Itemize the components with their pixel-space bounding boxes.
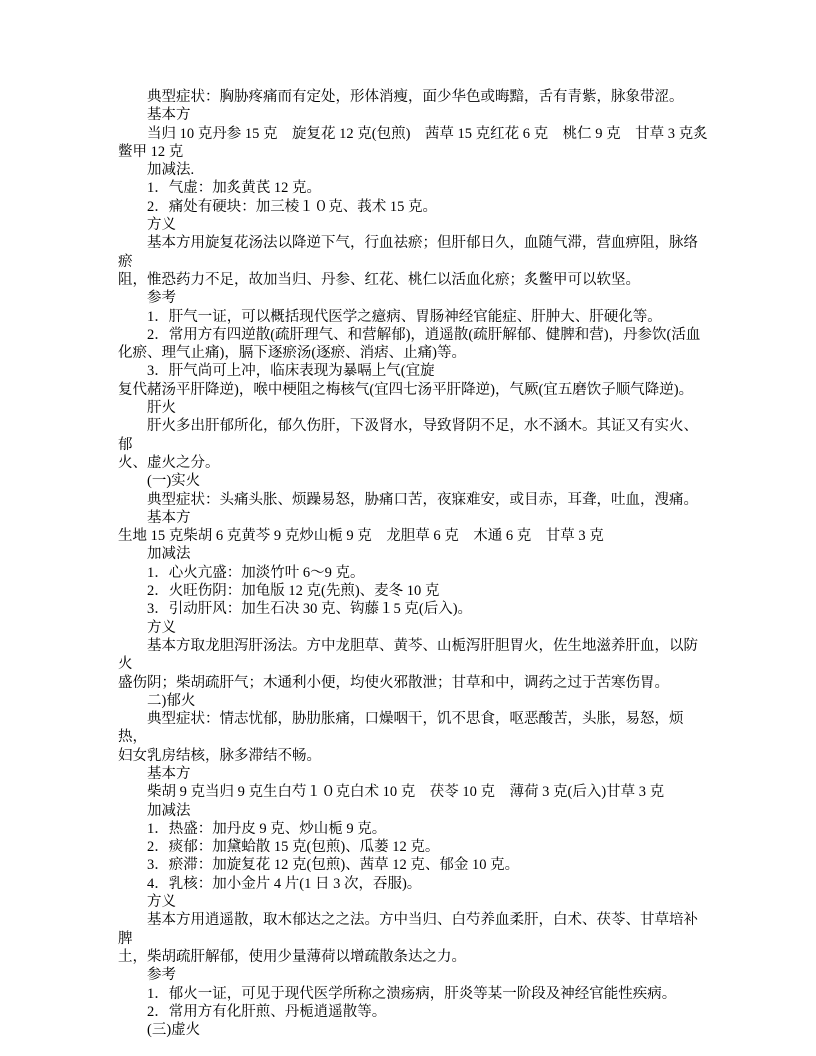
text-line: 妇女乳房结核，脉多滞结不畅。 (118, 747, 321, 764)
text-line: 复代赭汤平肝降逆)，喉中梗阻之梅核气(宜四七汤平肝降逆)，气厥(宜五磨饮子顺气降逆)。 (118, 381, 694, 398)
text-line: 参考 (147, 290, 176, 307)
text-line: 基本方 (147, 765, 191, 782)
text-line: 基本方用旋复花汤法以降逆下气，行血祛瘀；但肝郁日久，血随气滞，营血痹阻，脉络瘀 (118, 235, 698, 270)
text-line: 加减法 (147, 546, 191, 563)
text-line: 3．肝气尚可上冲，临床表现为暴嗝上气(宜旋 (147, 363, 435, 380)
text-line: 方义 (147, 619, 176, 636)
document-body (118, 88, 710, 1039)
text-line: 肝火多出肝郁所化，郁久伤肝，下汲肾水，导致肾阴不足，水不涵木。其证又有实火、郁 (118, 418, 698, 453)
text-line: 土，柴胡疏肝解郁，使用少量薄荷以增疏散条达之力。 (118, 948, 466, 965)
text-line: 2．火旺伤阴：加龟版 12 克(先煎)、麦冬 10 克 (147, 583, 440, 600)
text-line: 2．痛处有硬块：加三棱１０克、莪术 15 克。 (147, 198, 437, 215)
text-line: (三)虚火 (147, 1022, 201, 1039)
text-line: 盛伤阴；柴胡疏肝气；木通利小便，均使火邪散泄；甘草和中，调药之过于苦寒伤胃。 (118, 674, 669, 691)
text-line: 3．引动肝风：加生石决 30 克、钩藤１5 克(后入)。 (147, 601, 473, 618)
text-line: 加减法. (147, 162, 195, 179)
text-line: 典型症状：情志忧郁，胁肋胀痛，口燥咽干，饥不思食，呕恶酸苦，头胀，易怒，烦热， (118, 711, 684, 746)
text-line: 肝火 (147, 400, 176, 417)
text-line: 参考 (147, 967, 176, 984)
text-line: 生地 15 克柴胡 6 克黄芩 9 克炒山栀 9 克 龙胆草 6 克 木通 6 克 甘草 3 克 (118, 528, 604, 545)
text-line: 基本方 (147, 509, 191, 526)
text-line: 方义 (147, 894, 176, 911)
text-line: 鳖甲 12 克 (118, 143, 184, 160)
text-line: 基本方用逍遥散，取木郁达之之法。方中当归、白芍养血柔肝，白术、茯苓、甘草培补脾 (118, 912, 698, 947)
text-line: 基本方 (147, 107, 191, 124)
text-line: 基本方取龙胆泻肝汤法。方中龙胆草、黄芩、山栀泻肝胆胃火，佐生地滋养肝血，以防火 (118, 637, 698, 673)
text-line: 柴胡 9 克当归 9 克生白芍１０克白术 10 克 茯苓 10 克 薄荷 3 克(后入)甘草 3 克 (147, 784, 665, 801)
text-line: 1．郁火一证，可见于现代医学所称之溃疡病，肝炎等某一阶段及神经官能性疾病。 (147, 985, 677, 1002)
text-line: 化瘀、理气止痛)，膈下逐瘀汤(逐瘀、消痞、止痛)等。 (118, 345, 466, 362)
text-line: 1．热盛：加丹皮 9 克、炒山栀 9 克。 (147, 820, 387, 837)
text-line: 当归 10 克丹参 15 克 旋复花 12 克(包煎) 茜草 15 克红花 6 克 桃仁 9 克 甘草 3 克炙 (147, 125, 708, 142)
text-line: 2．常用方有四逆散(疏肝理气、和营解郁)，逍遥散(疏肝解郁、健脾和营)，丹参饮(活血 (147, 326, 701, 343)
text-line: 阻，惟恐药力不足，故加当归、丹参、红花、桃仁以活血化瘀；炙鳖甲可以软坚。 (118, 271, 640, 288)
text-line: 1．肝气一证，可以概括现代医学之癔病、胃肠神经官能症、肝肿大、肝硬化等。 (147, 308, 662, 325)
text-line: 3．瘀滞：加旋复花 12 克(包煎)、茜草 12 克、郁金 10 克。 (147, 857, 520, 874)
text-line: 2．痰郁：加黛蛤散 15 克(包煎)、瓜蒌 12 克。 (147, 839, 440, 856)
text-line: 典型症状：胸胁疼痛而有定处，形体消瘦，面少华色或晦黯，舌有青紫，脉象带涩。 (147, 89, 684, 105)
text-line: (一)实火 (147, 473, 201, 490)
text-line: 方义 (147, 217, 176, 234)
text-line: 2．常用方有化肝煎、丹栀逍遥散等。 (147, 1003, 387, 1020)
text-line: 加减法 (147, 802, 191, 819)
text-line: 1．心火亢盛：加淡竹叶 6～9 克。 (147, 564, 365, 581)
text-line: 1．气虚：加炙黄芪 12 克。 (147, 180, 321, 197)
text-line: 典型症状：头痛头胀、烦躁易怒，胁痛口苦，夜寐难安，或目赤，耳聋，吐血，溲痛。 (147, 491, 698, 508)
text-line: 火、虚火之分。 (118, 454, 220, 471)
text-line: 二)郁火 (147, 692, 196, 709)
text-line: 4．乳核：加小金片 4 片(1 日 3 次，吞服)。 (147, 875, 422, 892)
